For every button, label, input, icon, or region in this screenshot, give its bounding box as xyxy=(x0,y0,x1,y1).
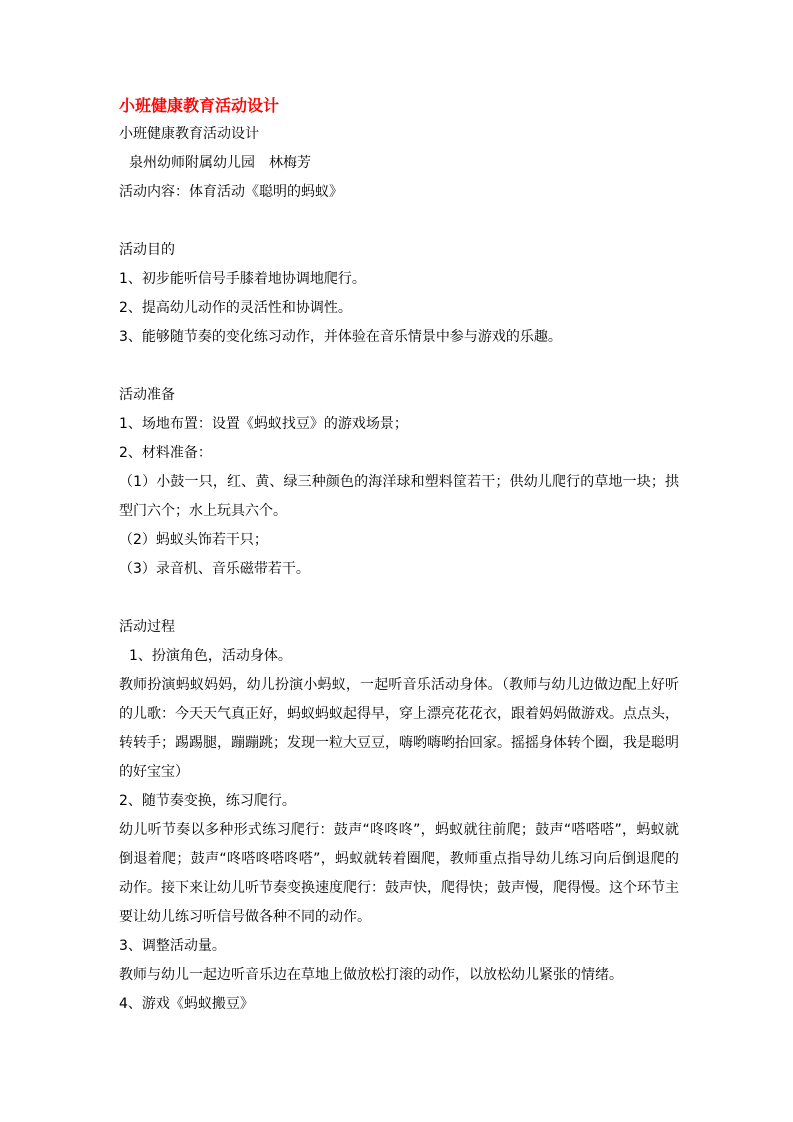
blank-line xyxy=(119,352,679,381)
process-step-text: 教师扮演蚂蚁妈妈，幼儿扮演小蚂蚁，一起听音乐活动身体。（教师与幼儿边做边配上好听的儿歌：今天天气真正好，蚂蚁蚂蚁起得早，穿上漂亮花花衣，跟着妈妈做游戏。点点头，转转手；踢踢腿，蹦蹦跳；发现一粒大豆豆，嗨哟嗨哟抬回家。摇摇身体转个圈，我是聪明的好宝宝） xyxy=(119,677,679,780)
process-step-text: 幼儿听节奏以多种形式练习爬行：鼓声“咚咚咚”，蚂蚁就往前爬；鼓声“嗒嗒嗒”，蚂蚁就倒退着爬；鼓声“咚嗒咚嗒咚嗒”，蚂蚁就转着圈爬，教师重点指导幼儿练习向后倒退爬的动作。接下来让幼儿听节奏变换速度爬行：鼓声快，爬得快；鼓声慢，爬得慢。这个环节主要让幼儿练习听信号做各种不同的动作。 xyxy=(119,822,679,925)
activity-content: 活动内容：体育活动《聪明的蚂蚁》 xyxy=(119,184,343,200)
blank-line xyxy=(119,207,679,236)
document-title: 小班健康教育活动设计 xyxy=(119,96,280,115)
process-heading: 活动过程 xyxy=(119,619,175,635)
process-step-title: 2、随节奏变换，练习爬行。 xyxy=(119,793,296,809)
preparation-item: 1、场地布置：设置《蚂蚁找豆》的游戏场景； xyxy=(119,416,408,432)
preparation-heading: 活动准备 xyxy=(119,387,175,403)
goals-heading: 活动目的 xyxy=(119,242,175,258)
preparation-sub-item: （3）录音机、音乐磁带若干。 xyxy=(119,561,310,577)
preparation-item: 2、材料准备： xyxy=(119,445,212,461)
preparation-sub-item: （1）小鼓一只，红、黄、绿三种颜色的海洋球和塑料筐若干；供幼儿爬行的草地一块；拱型门六个；水上玩具六个。 xyxy=(119,474,679,519)
blank-line xyxy=(119,584,679,613)
document-subtitle: 小班健康教育活动设计 xyxy=(119,126,259,142)
process-step-title: 1、扮演角色，活动身体。 xyxy=(129,648,292,664)
process-step-title: 3、调整活动量。 xyxy=(119,938,226,954)
goal-item: 1、初步能听信号手膝着地协调地爬行。 xyxy=(119,271,366,287)
author-line: 泉州幼师附属幼儿园 林梅芳 xyxy=(129,155,311,171)
goal-item: 2、提高幼儿动作的灵活性和协调性。 xyxy=(119,300,352,316)
preparation-sub-item: （2）蚂蚁头饰若干只； xyxy=(119,532,268,548)
document-body xyxy=(119,92,679,1019)
goal-item: 3、能够随节奏的变化练习动作，并体验在音乐情景中参与游戏的乐趣。 xyxy=(119,329,562,345)
process-step-text: 教师与幼儿一起边听音乐边在草地上做放松打滚的动作，以放松幼儿紧张的情绪。 xyxy=(119,967,623,983)
process-step-title: 4、游戏《蚂蚁搬豆》 xyxy=(119,996,254,1012)
